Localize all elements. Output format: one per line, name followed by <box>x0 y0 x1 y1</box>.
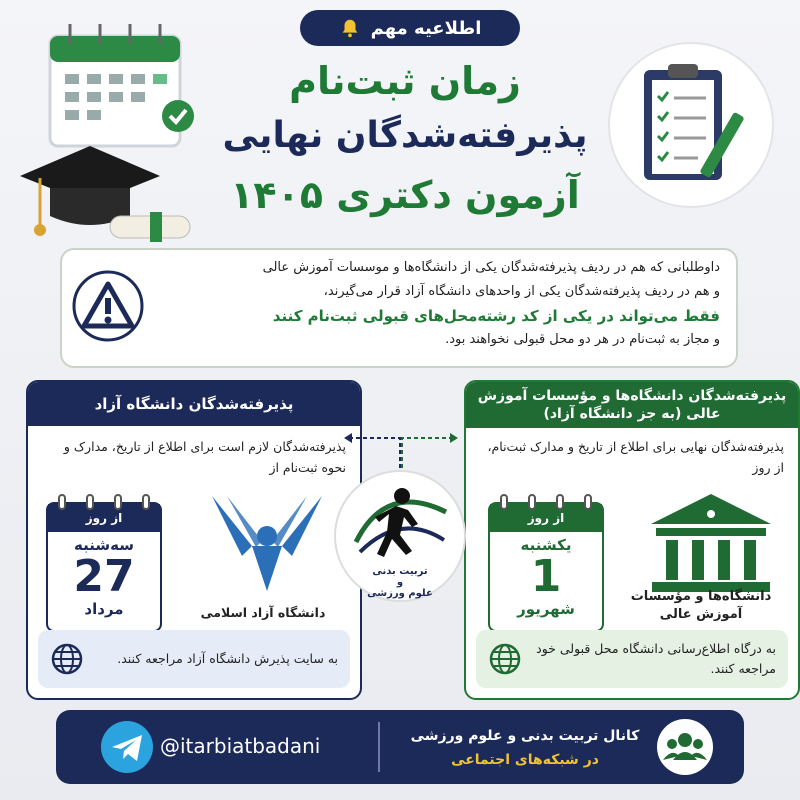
universities-footer-text: به درگاه اطلاع‌رسانی دانشگاه محل قبولی خود مراجعه کنند. <box>536 641 776 676</box>
calendar-month: مرداد <box>84 600 124 618</box>
azad-date-calendar <box>46 502 162 632</box>
title-line-2: پذیرفته‌شدگان نهایی <box>222 115 588 156</box>
universities-panel-description: پذیرفته‌شدگان نهایی برای اطلاع از تاریخ و مدارک ثبت‌نام، از روز <box>487 439 784 475</box>
warning-highlight: فقط می‌تواند در یکی از کد رشته‌محل‌های قبولی ثبت‌نام کنند <box>272 307 720 325</box>
emblem-text <box>336 566 464 599</box>
footer-divider <box>378 722 380 772</box>
emblem-line-1: تربیت بدنی <box>372 566 428 577</box>
warning-line-2: و هم در ردیف پذیرفته‌شدگان یکی از واحدهای دانشگاه آزاد قرار می‌گیرند، <box>323 284 720 299</box>
calendar-day-number: 27 <box>73 551 135 602</box>
warning-line-4: و مجاز به ثبت‌نام در هر دو محل قبولی نخواهند بود. <box>445 332 720 347</box>
universities-logo-caption: دانشگاه‌ها و مؤسسات آموزش عالی <box>630 589 772 622</box>
azad-university-panel <box>26 380 362 700</box>
universities-panel-title: پذیرفته‌شدگان دانشگاه‌ها و مؤسسات آموزش عالی (به جز دانشگاه آزاد) <box>466 382 798 428</box>
social-handle[interactable]: @itarbiatbadani <box>160 734 321 758</box>
badge-label: اطلاعیه مهم <box>370 17 482 39</box>
warning-icon <box>72 270 144 342</box>
group-icon <box>656 718 714 776</box>
azad-footer-text: به سایت پذیرش دانشگاه آزاد مراجعه کنند. <box>117 651 338 666</box>
title-line-1: زمان ثبت‌نام <box>289 59 521 103</box>
calendar-day-number: 1 <box>530 551 562 602</box>
emblem-line-2: و <box>396 577 404 588</box>
azad-panel-title: پذیرفته‌شدگان دانشگاه آزاد <box>28 382 360 426</box>
arrow-right-icon <box>392 420 462 470</box>
calendar-weekday: سه‌شنبه <box>74 536 134 554</box>
azad-logo-caption: دانشگاه آزاد اسلامی <box>200 605 326 620</box>
azad-panel-description: پذیرفته‌شدگان لازم است برای اطلاع از تاریخ، مدارک و نحوه ثبت‌نام از <box>63 439 346 475</box>
clipboard-illustration <box>606 40 776 210</box>
warning-line-1: داوطلبانی که هم در ردیف پذیرفته‌شدگان یکی از دانشگاه‌ها و موسسات آموزش عالی <box>262 260 720 275</box>
telegram-icon[interactable] <box>100 720 154 774</box>
important-announcement-badge <box>300 10 520 46</box>
warning-text <box>150 256 720 352</box>
channel-name: کانال تربیت بدنی و علوم ورزشی <box>410 728 640 744</box>
bell-icon <box>339 17 361 39</box>
globe-icon <box>50 642 84 676</box>
azad-footer-box <box>38 630 350 688</box>
calendar-graduation-illustration <box>10 16 200 256</box>
azad-logo-icon <box>192 486 342 606</box>
calendar-weekday: یکشنبه <box>520 536 572 554</box>
calendar-from-label: از روز <box>490 504 602 532</box>
universities-date-calendar <box>488 502 604 632</box>
globe-icon <box>488 642 522 676</box>
universities-footer-box <box>476 630 788 688</box>
emblem-line-3: علوم ورزشی <box>367 588 433 599</box>
physical-education-emblem <box>334 470 466 602</box>
calendar-rings <box>500 494 592 510</box>
calendar-from-label: از روز <box>48 504 160 532</box>
title-line-3: آزمون دکتری ۱۴۰۵ <box>230 173 580 217</box>
channel-subtitle: در شبکه‌های اجتماعی <box>451 752 599 768</box>
calendar-rings <box>58 494 150 510</box>
calendar-month: شهریور <box>517 600 575 618</box>
universities-panel <box>464 380 800 700</box>
